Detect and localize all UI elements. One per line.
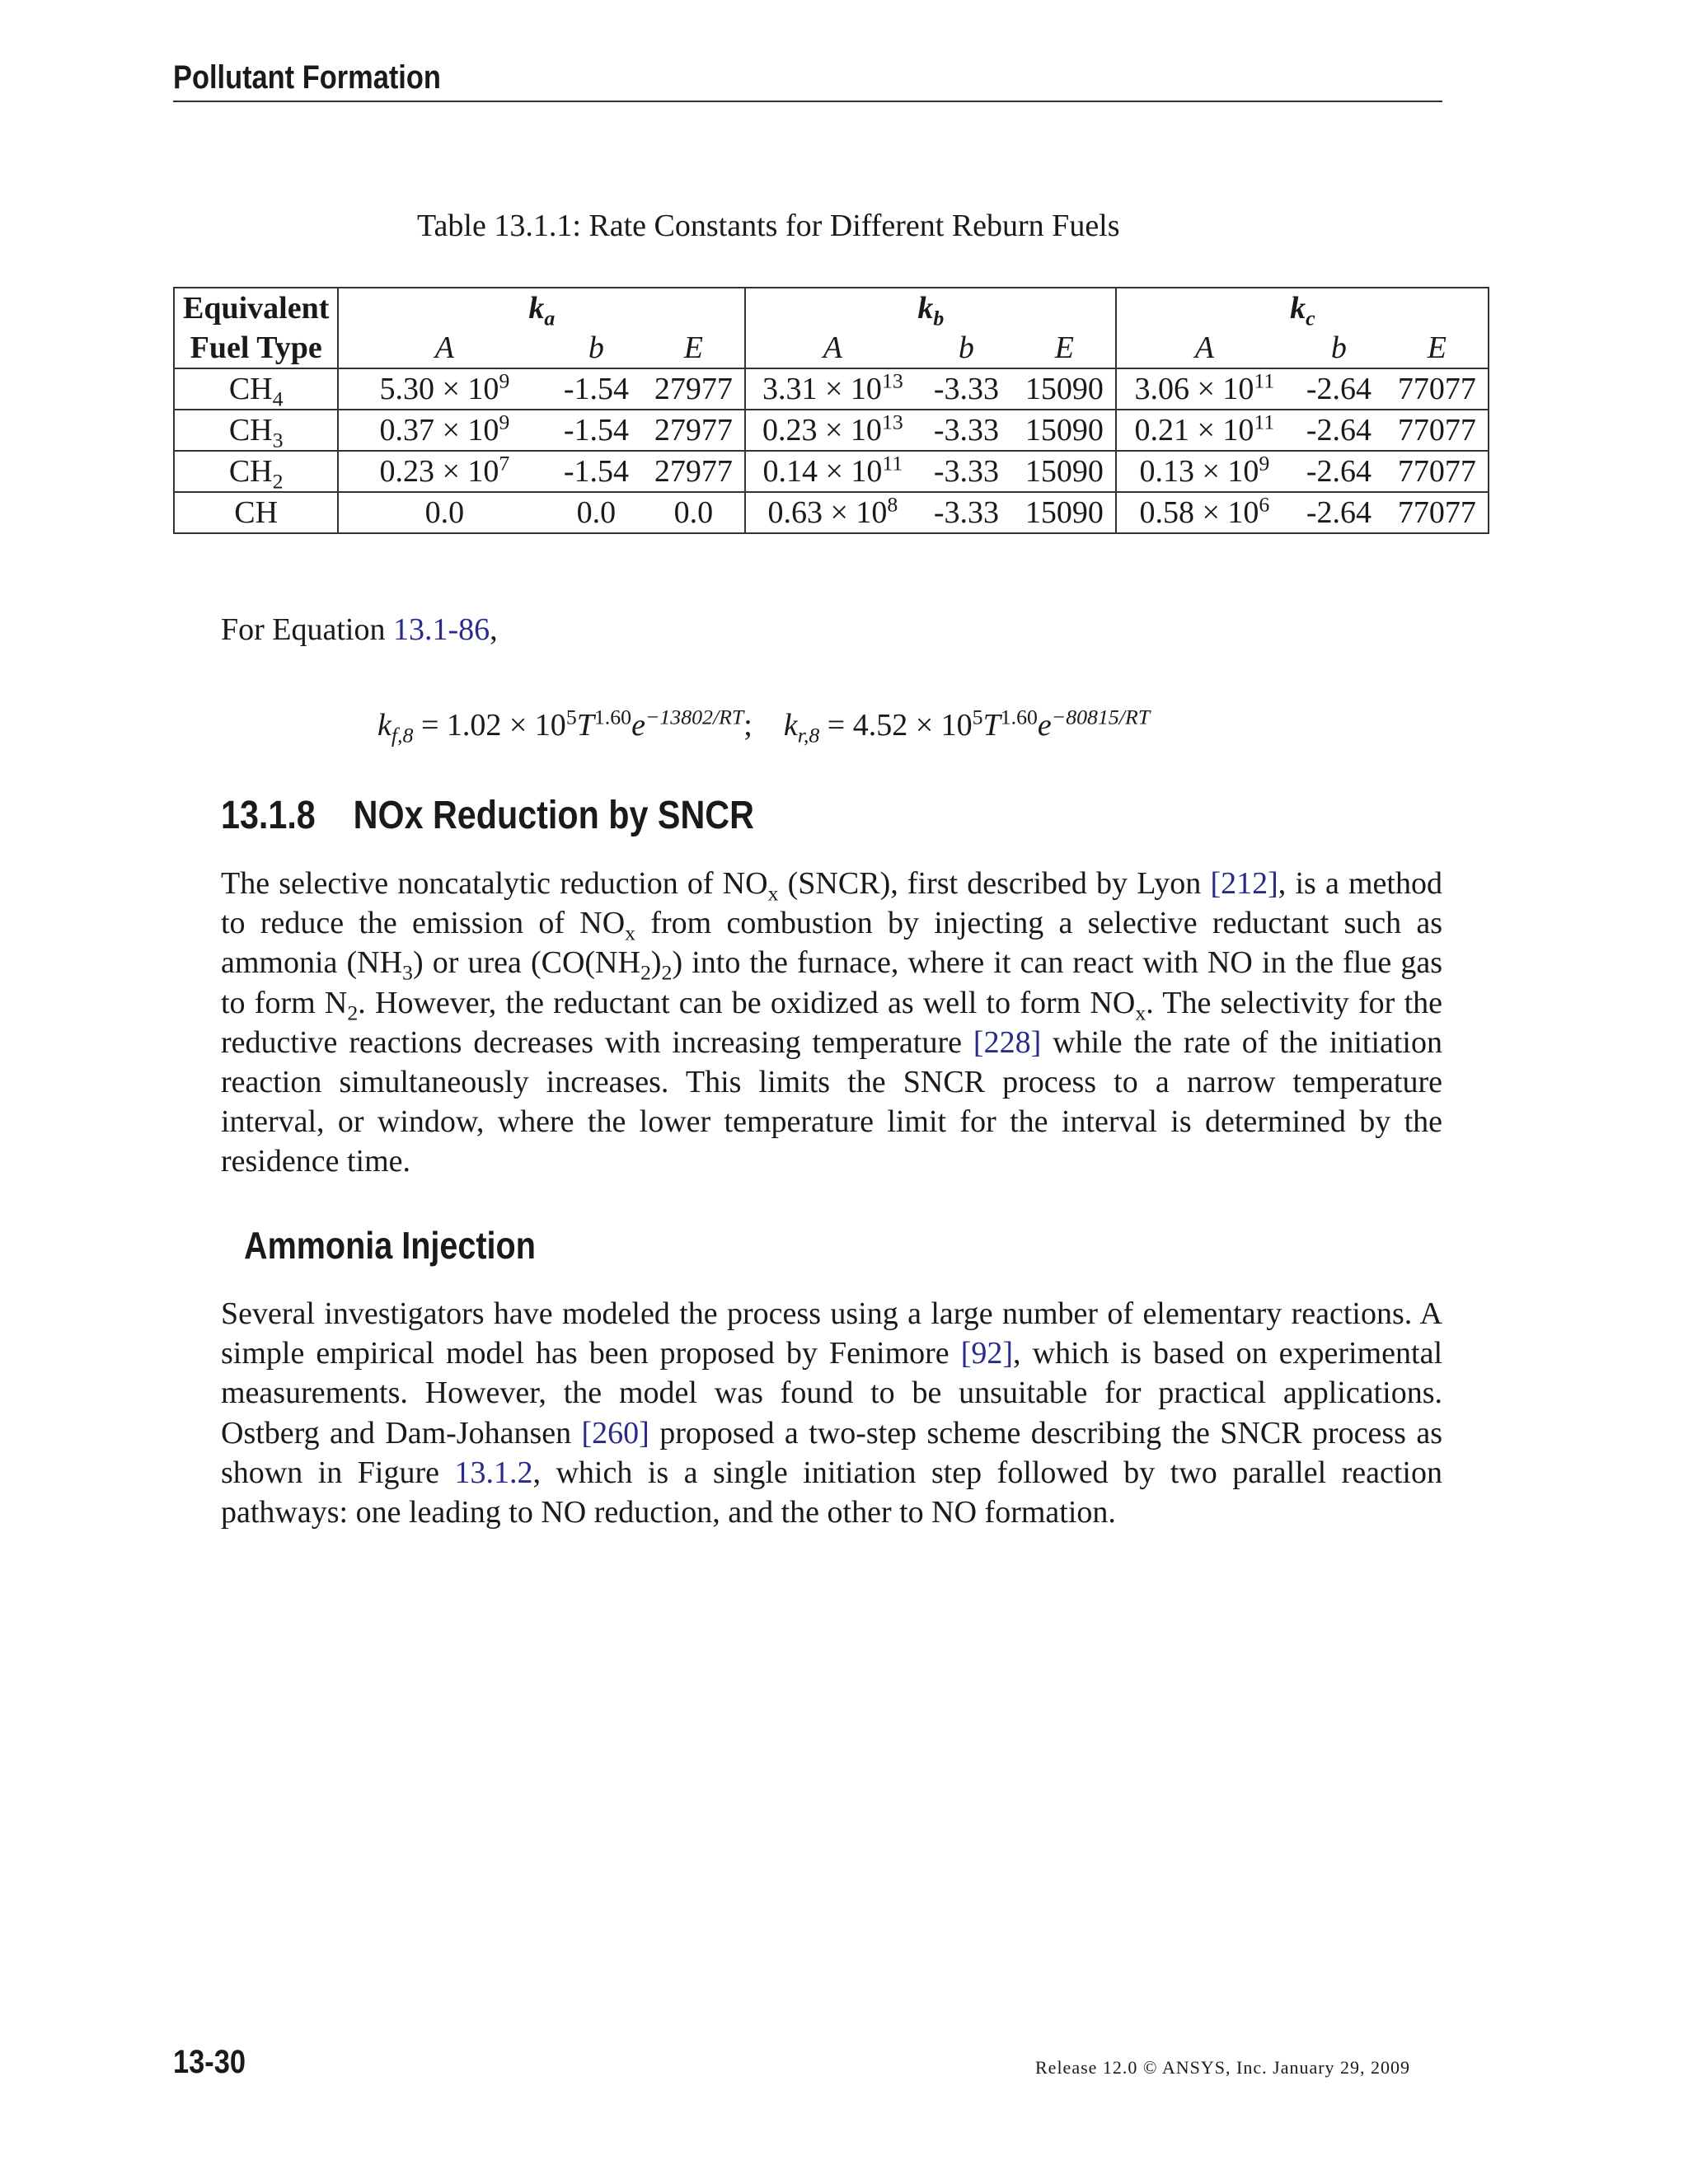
fuel-header-line1: Equivalent — [183, 291, 330, 326]
fuel-cell: $CH_2$ — [174, 451, 338, 492]
fuel-cell: $CH_3$ — [174, 410, 338, 451]
ka-A-cell: 0.0 — [338, 492, 550, 533]
kb-b-cell: -3.33 — [919, 492, 1013, 533]
ka-E-cell: 27977 — [642, 451, 745, 492]
kb-E-cell: 15090 — [1013, 368, 1116, 410]
kb-E-cell: 15090 — [1013, 492, 1116, 533]
kb-A-cell: $3.31 \times 10^{13}$ — [745, 368, 919, 410]
kc-A-header: A — [1116, 328, 1292, 368]
citation-link[interactable]: [228] — [973, 1024, 1042, 1060]
kb-A-header: A — [745, 328, 919, 368]
kb-A-cell: $0.63 \times 10^8$ — [745, 492, 919, 533]
kc-b-cell: -2.64 — [1292, 492, 1386, 533]
kc-A-cell: $0.58 \times 10^6$ — [1116, 492, 1292, 533]
ka-b-cell: -1.54 — [550, 410, 642, 451]
table-header-row-1 — [174, 288, 1489, 328]
kc-b-cell: -2.64 — [1292, 410, 1386, 451]
kb-group-header: $k_b$ — [745, 288, 1116, 328]
equation-intro: For Equation 13.1-86, — [221, 612, 498, 647]
kc-A-cell: $0.13 \times 10^9$ — [1116, 451, 1292, 492]
kb-b-header: b — [958, 330, 974, 365]
ka-A-cell: $5.30 \times 10^9$ — [338, 368, 550, 410]
kc-A-cell: $3.06 \times 10^{11}$ — [1116, 368, 1292, 410]
table-row — [174, 368, 1489, 410]
ka-b-header: b — [588, 330, 604, 365]
kc-E-cell: 77077 — [1386, 410, 1489, 451]
ka-group-header: $k_a$ — [338, 288, 745, 328]
figure-link[interactable]: 13.1.2 — [454, 1455, 533, 1490]
kc-E-cell: 77077 — [1386, 368, 1489, 410]
citation-link[interactable]: [92] — [960, 1336, 1014, 1371]
sncr-paragraph: The selective noncatalytic reduction of $NO_x$ (SNCR), first described by Lyon [212], is a method to reduce the emission of $NO_x$ from combustion by injecting a selective reductant such as ammonia $(NH_3)$ or urea $(CO(NH_2)_2)$ into the furnace, where it can react with NO in the flue gas to form $N_2$. However, the reductant can be oxidized as well to form $NO_x$. The selectivity for the reductive reactions decreases with increasing temperature [228] while the rate of the initiation reaction simultaneously increases. This limits the SNCR process to a narrow temperature interval, or window, where the lower temperature limit for the interval is determined by the residence time. — [221, 866, 1443, 1179]
ka-b-cell: -1.54 — [550, 451, 642, 492]
kb-A-cell: $0.14 \times 10^{11}$ — [745, 451, 919, 492]
fuel-cell: $CH_4$ — [174, 368, 338, 410]
kb-E-cell: 15090 — [1013, 451, 1116, 492]
section-heading — [221, 793, 754, 838]
kc-E-cell: 77077 — [1386, 492, 1489, 533]
citation-link[interactable]: [212] — [1210, 866, 1278, 901]
fuel-header-line2: Fuel Type — [190, 330, 322, 365]
kc-A-cell: $0.21 \times 10^{11}$ — [1116, 410, 1292, 451]
rate-constants-table — [173, 287, 1489, 534]
ammonia-paragraph: Several investigators have modeled the process using a large number of elementary reactions. A simple empirical model has been proposed by Fenimore [92], which is based on experimental measurements. However, the model was found to be unsuitable for practical applications. Ostberg and Dam-Johansen [260] proposed a two-step scheme describing the SNCR process as shown in Figure 13.1.2, which is a single initiation step followed by two parallel reaction pathways: one leading to NO reduction, and the other to NO formation. — [221, 1296, 1443, 1530]
table-caption: Table 13.1.1: Rate Constants for Different Reburn Fuels — [417, 209, 1120, 243]
equation-link[interactable]: 13.1-86 — [392, 612, 490, 647]
header-rule — [173, 101, 1442, 102]
ka-E-cell: 27977 — [642, 410, 745, 451]
kb-A-cell: $0.23 \times 10^{13}$ — [745, 410, 919, 451]
citation-link[interactable]: [260] — [581, 1415, 649, 1451]
ka-b-cell: -1.54 — [550, 368, 642, 410]
table-row — [174, 451, 1489, 492]
kb-E-cell: 15090 — [1013, 410, 1116, 451]
ka-A-cell: $0.37 \times 10^9$ — [338, 410, 550, 451]
fuel-cell: CH — [174, 492, 338, 533]
kc-group-header: $k_c$ — [1116, 288, 1489, 328]
kb-b-cell: -3.33 — [919, 368, 1013, 410]
ka-A-cell: $0.23 \times 10^7$ — [338, 451, 550, 492]
kc-E-cell: 77077 — [1386, 451, 1489, 492]
ka-b-cell: 0.0 — [550, 492, 642, 533]
table-header-row-2 — [174, 328, 1489, 368]
subsection-title: Ammonia Injection — [244, 1224, 536, 1267]
kc-E-header: E — [1427, 330, 1447, 365]
kc-b-cell: -2.64 — [1292, 368, 1386, 410]
running-header: Pollutant Formation — [173, 59, 441, 96]
kc-b-header: b — [1330, 330, 1347, 365]
section-number: 13.1.8 — [221, 794, 316, 837]
kc-b-cell: -2.64 — [1292, 451, 1386, 492]
page-number: 13-30 — [173, 2044, 246, 2080]
table-row — [174, 492, 1489, 533]
kb-b-cell: -3.33 — [919, 451, 1013, 492]
rate-equation: $k_{f,8} = 1.02 \times 10^5T^{1.60}e^{-13802/RT}$; $k_{r,8} = 4.52 \times 10^5T^{1.60}e^{-80815/RT}$ — [377, 705, 1151, 748]
ka-E-header: E — [683, 330, 703, 365]
table-row — [174, 410, 1489, 451]
ka-A-header: A — [338, 328, 550, 368]
ka-E-cell: 0.0 — [642, 492, 745, 533]
section-title: NOx Reduction by SNCR — [353, 794, 754, 837]
kb-b-cell: -3.33 — [919, 410, 1013, 451]
footer-release: Release 12.0 © ANSYS, Inc. January 29, 2009 — [1035, 2057, 1411, 2078]
kb-E-header: E — [1054, 330, 1074, 365]
ka-E-cell: 27977 — [642, 368, 745, 410]
